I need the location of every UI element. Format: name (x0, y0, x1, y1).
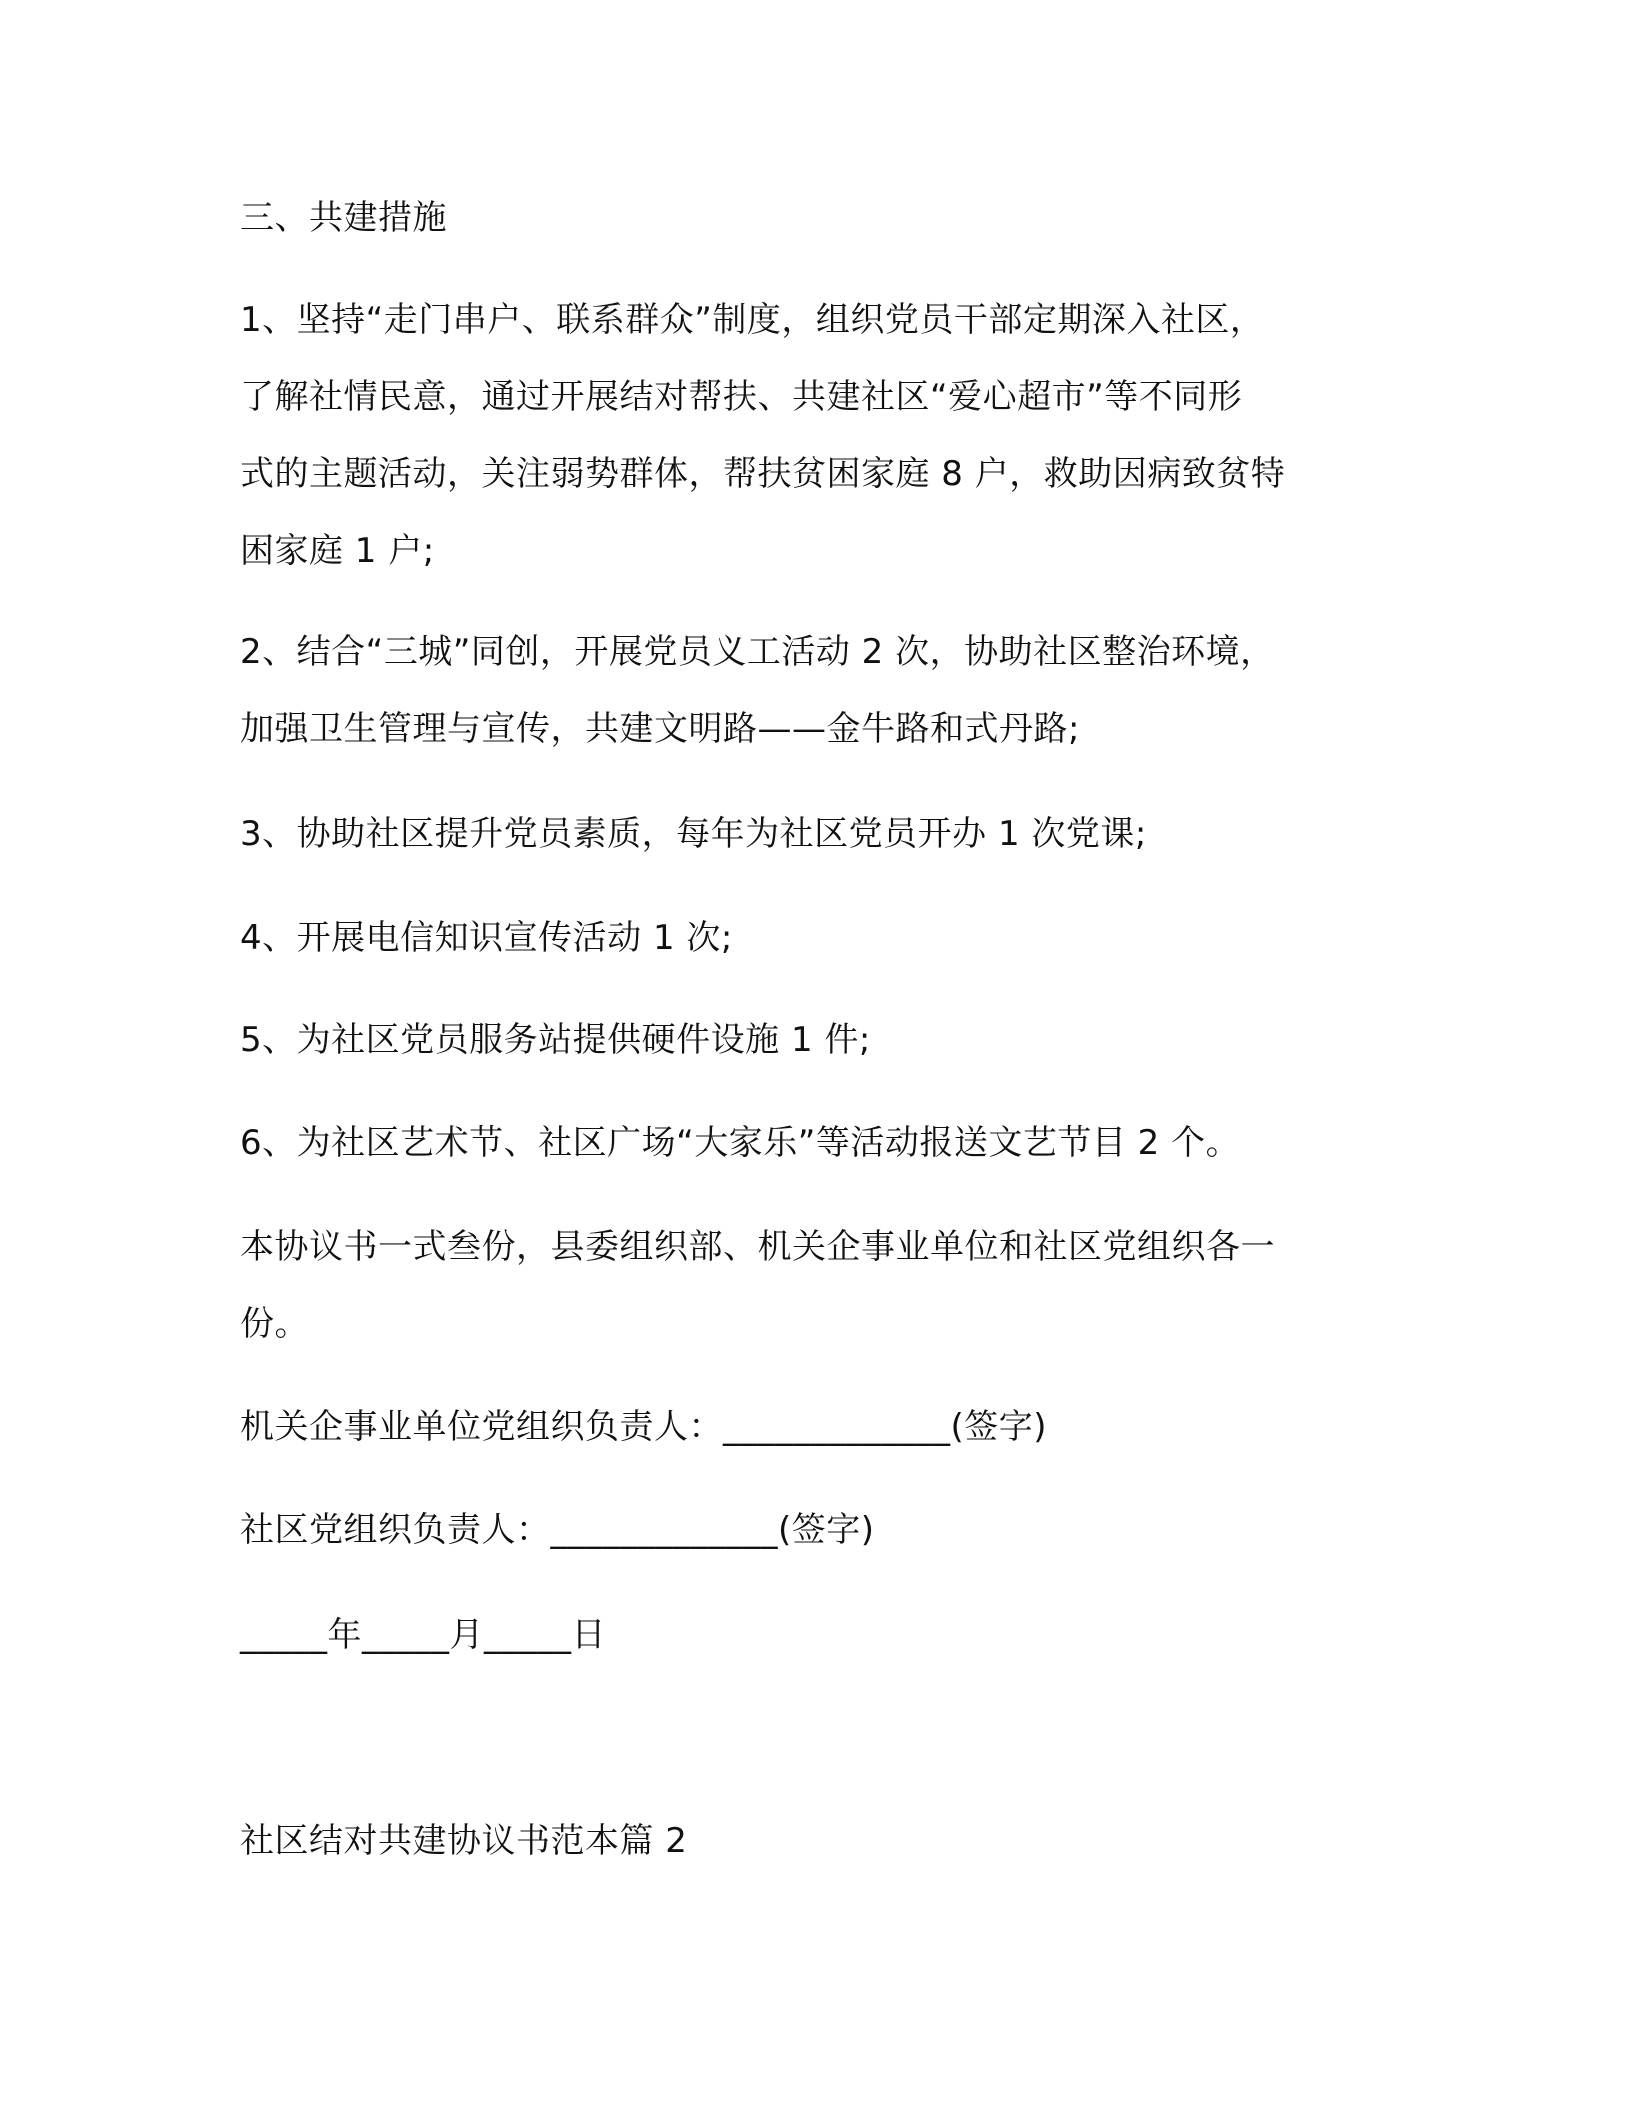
next-section-title: 社区结对共建协议书范本篇 2 (240, 1821, 688, 1861)
copies-note-line-2: 份。 (240, 1304, 309, 1344)
org-leader-signature-line: 机关企事业单位党组织负责人：_____________(签字) (240, 1407, 1048, 1447)
measure-item-1-line-4: 困家庭 1 户; (240, 531, 435, 571)
measure-item-3: 3、协助社区提升党员素质，每年为社区党员开办 1 次党课; (240, 814, 1147, 854)
date-line: _____年_____月_____日 (240, 1615, 606, 1655)
measure-item-4: 4、开展电信知识宣传活动 1 次; (240, 918, 733, 958)
measure-item-6: 6、为社区艺术节、社区广场“大家乐”等活动报送文艺节目 2 个。 (240, 1123, 1241, 1163)
measure-item-2-line-1: 2、结合“三城”同创，开展党员义工活动 2 次，协助社区整治环境， (240, 632, 1275, 672)
community-leader-signature-line: 社区党组织负责人：_____________(签字) (240, 1510, 875, 1550)
measure-item-2-line-2: 加强卫生管理与宣传，共建文明路——金牛路和式丹路; (240, 709, 1080, 749)
measure-item-1 (240, 298, 1285, 606)
measure-item-2 (240, 630, 1275, 784)
measure-item-1-line-3: 式的主题活动，关注弱势群体，帮扶贫困家庭 8 户，救助因病致贫特 (240, 454, 1286, 494)
measure-item-1-line-2: 了解社情民意，通过开展结对帮扶、共建社区“爱心超市”等不同形 (240, 377, 1243, 417)
measure-item-1-line-1: 1、坚持“走门串户、联系群众”制度，组织党员干部定期深入社区， (240, 300, 1265, 340)
copies-note (240, 1225, 1275, 1379)
measure-item-5: 5、为社区党员服务站提供硬件设施 1 件; (240, 1020, 871, 1060)
section-heading: 三、共建措施 (240, 198, 447, 238)
copies-note-line-1: 本协议书一式叁份，县委组织部、机关企事业单位和社区党组织各一 (240, 1227, 1275, 1267)
